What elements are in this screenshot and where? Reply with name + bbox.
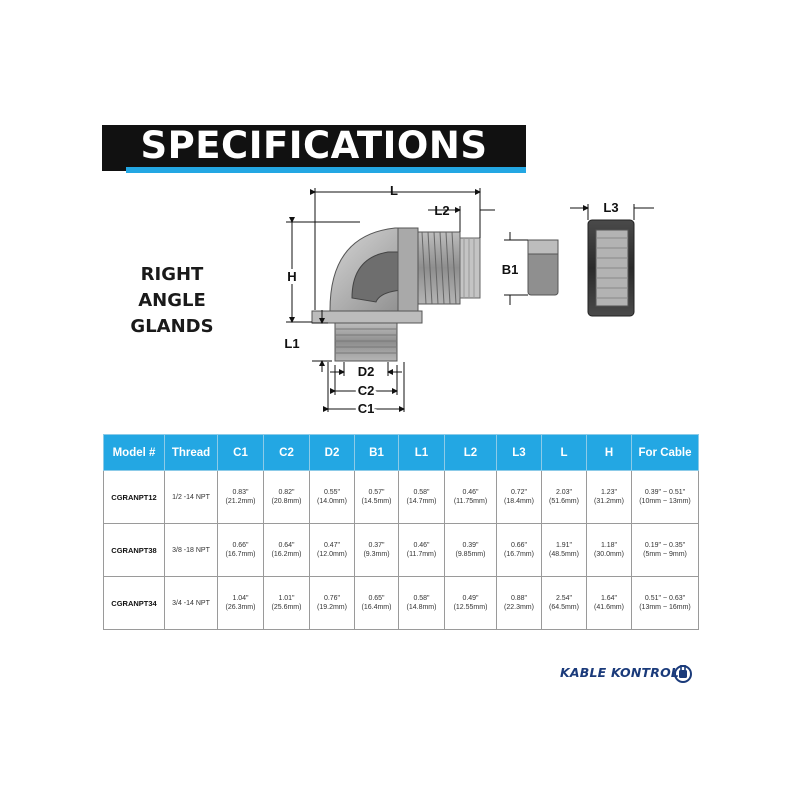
thread-cell: 3/8 -18 NPT — [165, 524, 218, 577]
imperial-value: 0.46" — [462, 489, 479, 496]
imperial-value: 0.58" — [413, 595, 430, 602]
metric-value: (48.5mm) — [549, 551, 579, 558]
metric-value: (19.2mm) — [317, 604, 347, 611]
metric-value: (16.7mm) — [504, 551, 534, 558]
label-D2: D2 — [357, 364, 375, 379]
metric-value: (9.3mm) — [363, 551, 390, 558]
metric-value: (13mm ~ 16mm) — [639, 604, 691, 611]
metric-value: (31.2mm) — [594, 498, 624, 505]
dimension-cell — [355, 577, 399, 630]
model-cell: CGRANPT34 — [104, 577, 165, 630]
imperial-value: 0.57" — [368, 489, 385, 496]
dimension-cell — [264, 577, 310, 630]
side-thread — [418, 232, 480, 304]
metric-value: (41.6mm) — [594, 604, 624, 611]
label-L3: L3 — [603, 200, 619, 215]
imperial-value: 0.65" — [368, 595, 385, 602]
imperial-value: 0.46" — [413, 542, 430, 549]
dimension-cell — [399, 577, 445, 630]
dimension-cell — [587, 524, 632, 577]
dimension-cell — [310, 471, 355, 524]
imperial-value: 0.66" — [232, 542, 249, 549]
imperial-value: 0.72" — [510, 489, 528, 496]
imperial-value: 0.88" — [510, 595, 528, 602]
dimension-cell — [218, 471, 264, 524]
dimension-cell — [542, 524, 587, 577]
imperial-value: 1.23" — [600, 489, 618, 496]
imperial-value: 0.39" ~ 0.51" — [644, 489, 686, 496]
dimension-cell — [497, 471, 542, 524]
dimension-cell — [632, 524, 699, 577]
imperial-value: 1.64" — [600, 595, 618, 602]
column-header: C2 — [264, 435, 310, 471]
imperial-value: 0.64" — [278, 542, 295, 549]
metric-value: (18.4mm) — [504, 498, 534, 505]
dimension-cell — [399, 524, 445, 577]
metric-value: (21.2mm) — [225, 498, 256, 505]
metric-value: (16.7mm) — [225, 551, 256, 558]
dimension-cell — [497, 577, 542, 630]
dimension-cell — [399, 471, 445, 524]
dimension-cell — [587, 471, 632, 524]
column-header: B1 — [355, 435, 399, 471]
metric-value: (10mm ~ 13mm) — [639, 498, 691, 505]
imperial-value: 0.76" — [323, 595, 341, 602]
imperial-value: 2.03" — [555, 489, 573, 496]
label-H: H — [287, 269, 297, 284]
table-body — [104, 471, 699, 630]
imperial-value: 1.18" — [600, 542, 618, 549]
metric-value: (5mm ~ 9mm) — [643, 551, 687, 558]
imperial-value: 1.91" — [555, 542, 573, 549]
column-header: L1 — [399, 435, 445, 471]
metric-value: (64.5mm) — [549, 604, 579, 611]
metric-value: (9.85mm) — [455, 551, 486, 558]
metric-value: (12.55mm) — [453, 604, 488, 611]
specifications-banner — [102, 125, 526, 171]
dimension-cell — [542, 471, 587, 524]
banner-title: SPECIFICATIONS — [140, 124, 488, 167]
imperial-value: 0.58" — [413, 489, 430, 496]
product-type-line1: RIGHT ANGLE — [138, 264, 206, 311]
metric-value: (14.7mm) — [406, 498, 437, 505]
dimension-cell — [587, 577, 632, 630]
metric-value: (16.2mm) — [271, 551, 302, 558]
column-header: L2 — [445, 435, 497, 471]
column-header: L — [542, 435, 587, 471]
metric-value: (14.8mm) — [406, 604, 437, 611]
model-cell: CGRANPT12 — [104, 471, 165, 524]
imperial-value: 1.04" — [232, 595, 249, 602]
metric-value: (16.4mm) — [361, 604, 392, 611]
column-header: For Cable — [632, 435, 699, 471]
dimension-cell — [264, 524, 310, 577]
thread-cell: 3/4 -14 NPT — [165, 577, 218, 630]
metric-value: (51.6mm) — [549, 498, 579, 505]
metric-value: (22.3mm) — [504, 604, 534, 611]
thread-cell: 1/2 -14 NPT — [165, 471, 218, 524]
dimension-cell — [355, 524, 399, 577]
cap-nut — [588, 220, 634, 316]
column-header: D2 — [310, 435, 355, 471]
label-L: L — [390, 183, 398, 198]
label-L2: L2 — [434, 203, 450, 218]
dimension-cell — [218, 577, 264, 630]
imperial-value: 0.49" — [462, 595, 479, 602]
product-type-title — [107, 262, 237, 340]
dimension-cell — [310, 524, 355, 577]
dimension-cell — [632, 471, 699, 524]
metric-value: (26.3mm) — [225, 604, 256, 611]
imperial-value: 0.82" — [278, 489, 295, 496]
column-header: Thread — [165, 435, 218, 471]
metric-value: (12.0mm) — [317, 551, 347, 558]
metric-value: (30.0mm) — [594, 551, 624, 558]
table-header-row — [104, 435, 699, 471]
imperial-value: 2.54" — [555, 595, 573, 602]
dimension-cell — [445, 471, 497, 524]
column-header: C1 — [218, 435, 264, 471]
seal-insert — [528, 240, 558, 295]
label-L1: L1 — [284, 336, 300, 351]
brand-name: KABLE KONTROL — [560, 665, 680, 680]
metric-value: (14.0mm) — [317, 498, 347, 505]
gland-elbow-body — [330, 228, 418, 318]
label-C1: C1 — [357, 401, 375, 416]
dimension-cell — [542, 577, 587, 630]
imperial-value: 1.01" — [278, 595, 295, 602]
metric-value: (14.5mm) — [361, 498, 392, 505]
dimension-cell — [632, 577, 699, 630]
dimension-cell — [218, 524, 264, 577]
imperial-value: 0.51" ~ 0.63" — [644, 595, 686, 602]
bottom-thread — [312, 311, 422, 361]
product-type-line2: GLANDS — [130, 316, 214, 337]
label-B1: B1 — [501, 262, 519, 277]
banner-underline — [126, 167, 526, 173]
column-header: Model # — [104, 435, 165, 471]
dimension-cell — [264, 471, 310, 524]
metric-value: (25.6mm) — [271, 604, 302, 611]
imperial-value: 0.66" — [510, 542, 528, 549]
imperial-value: 0.83" — [232, 489, 249, 496]
metric-value: (20.8mm) — [271, 498, 302, 505]
imperial-value: 0.39" — [462, 542, 479, 549]
dimension-cell — [355, 471, 399, 524]
plug-icon — [672, 662, 694, 684]
dimension-diagram — [270, 180, 680, 425]
model-cell: CGRANPT38 — [104, 524, 165, 577]
metric-value: (11.75mm) — [453, 498, 488, 505]
dimension-cell — [445, 524, 497, 577]
table-row — [104, 577, 699, 630]
imperial-value: 0.47" — [323, 542, 341, 549]
column-header: H — [587, 435, 632, 471]
imperial-value: 0.19" ~ 0.35" — [644, 542, 686, 549]
imperial-value: 0.37" — [368, 542, 385, 549]
column-header: L3 — [497, 435, 542, 471]
spec-table — [103, 434, 699, 630]
metric-value: (11.7mm) — [406, 551, 437, 558]
dimension-cell — [310, 577, 355, 630]
imperial-value: 0.55" — [323, 489, 341, 496]
dimension-cell — [497, 524, 542, 577]
brand-logo — [560, 662, 700, 688]
table-row — [104, 524, 699, 577]
table-row — [104, 471, 699, 524]
label-C2: C2 — [357, 383, 375, 398]
dimension-cell — [445, 577, 497, 630]
